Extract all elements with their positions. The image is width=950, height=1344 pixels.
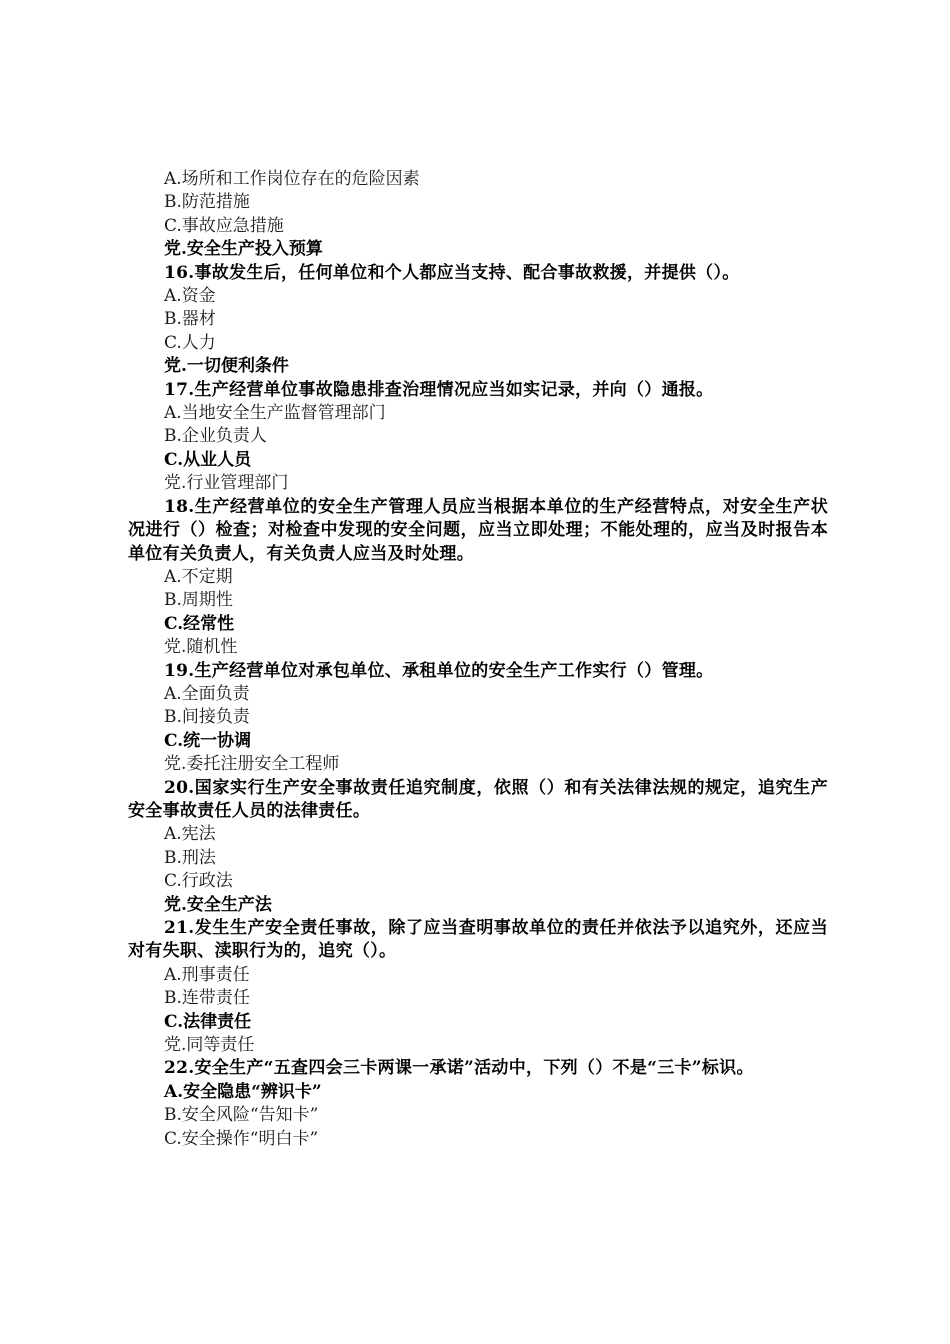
answer-option-correct: 党.安全生产投入预算 [164,239,323,260]
answer-option: C.事故应急措施 [164,215,284,236]
answer-option-correct: 党.安全生产法 [164,894,272,915]
answer-option-correct: C.经常性 [164,613,235,634]
answer-option: A.全面负责 [164,683,250,704]
question-list [128,168,828,1151]
answer-option: B.连带责任 [164,988,250,1009]
answer-option: A.当地安全生产监督管理部门 [164,403,386,424]
answer-option: A.不定期 [164,566,233,587]
question-text: 17.生产经营单位事故隐患排查治理情况应当如实记录，并向（）通报。 [164,379,714,400]
answer-option: B.间接负责 [164,707,250,728]
answer-option: 党.同等责任 [164,1035,255,1056]
answer-option: B.器材 [164,309,216,330]
answer-option: A.场所和工作岗位存在的危险因素 [164,169,420,189]
answer-option: 党.行业管理部门 [164,473,289,494]
answer-option: A.资金 [164,286,216,307]
question-text: 16.事故发生后，任何单位和个人都应当支持、配合事故救援，并提供（）。 [164,262,740,283]
answer-option: B.安全风险“告知卡” [164,1105,319,1126]
answer-option: B.周期性 [164,590,233,611]
answer-option-correct: C.法律责任 [164,1011,252,1032]
answer-option: C.安全操作“明白卡” [164,1128,319,1149]
answer-option: B.防范措施 [164,192,250,213]
answer-option: 党.随机性 [164,637,238,658]
question-text: 19.生产经营单位对承包单位、承租单位的安全生产工作实行（）管理。 [164,660,714,681]
answer-option: 党.委托注册安全工程师 [164,754,340,775]
answer-option: B.企业负责人 [164,426,267,447]
question-text: 20.国家实行生产安全事故责任追究制度，依照（）和有关法律法规的规定，追究生产安全事故责任人员的法律责任。 [128,777,828,821]
answer-option-correct: 党.一切便利条件 [164,356,289,377]
answer-option: A.宪法 [164,824,216,845]
answer-option-correct: C.统一协调 [164,730,252,751]
answer-option-correct: A.安全隐患“辨识卡” [164,1081,322,1102]
question-text: 21.发生生产安全责任事故，除了应当查明事故单位的责任并依法予以追究外，还应当对有失职、渎职行为的，追究（）。 [128,918,828,962]
answer-option: B.刑法 [164,847,216,868]
question-text: 18.生产经营单位的安全生产管理人员应当根据本单位的生产经营特点，对安全生产状况进行（）检查；对检查中发现的安全问题，应当立即处理；不能处理的，应当及时报告本单位有关负责人，有关负责人应当及时处理。 [128,496,828,564]
answer-option: C.人力 [164,332,216,353]
question-text: 22.安全生产“五查四会三卡两课一承诺”活动中，下列（）不是“三卡”标识。 [164,1058,754,1079]
answer-option: A.刑事责任 [164,964,250,985]
answer-option: C.行政法 [164,871,233,892]
answer-option-correct: C.从业人员 [164,449,252,470]
